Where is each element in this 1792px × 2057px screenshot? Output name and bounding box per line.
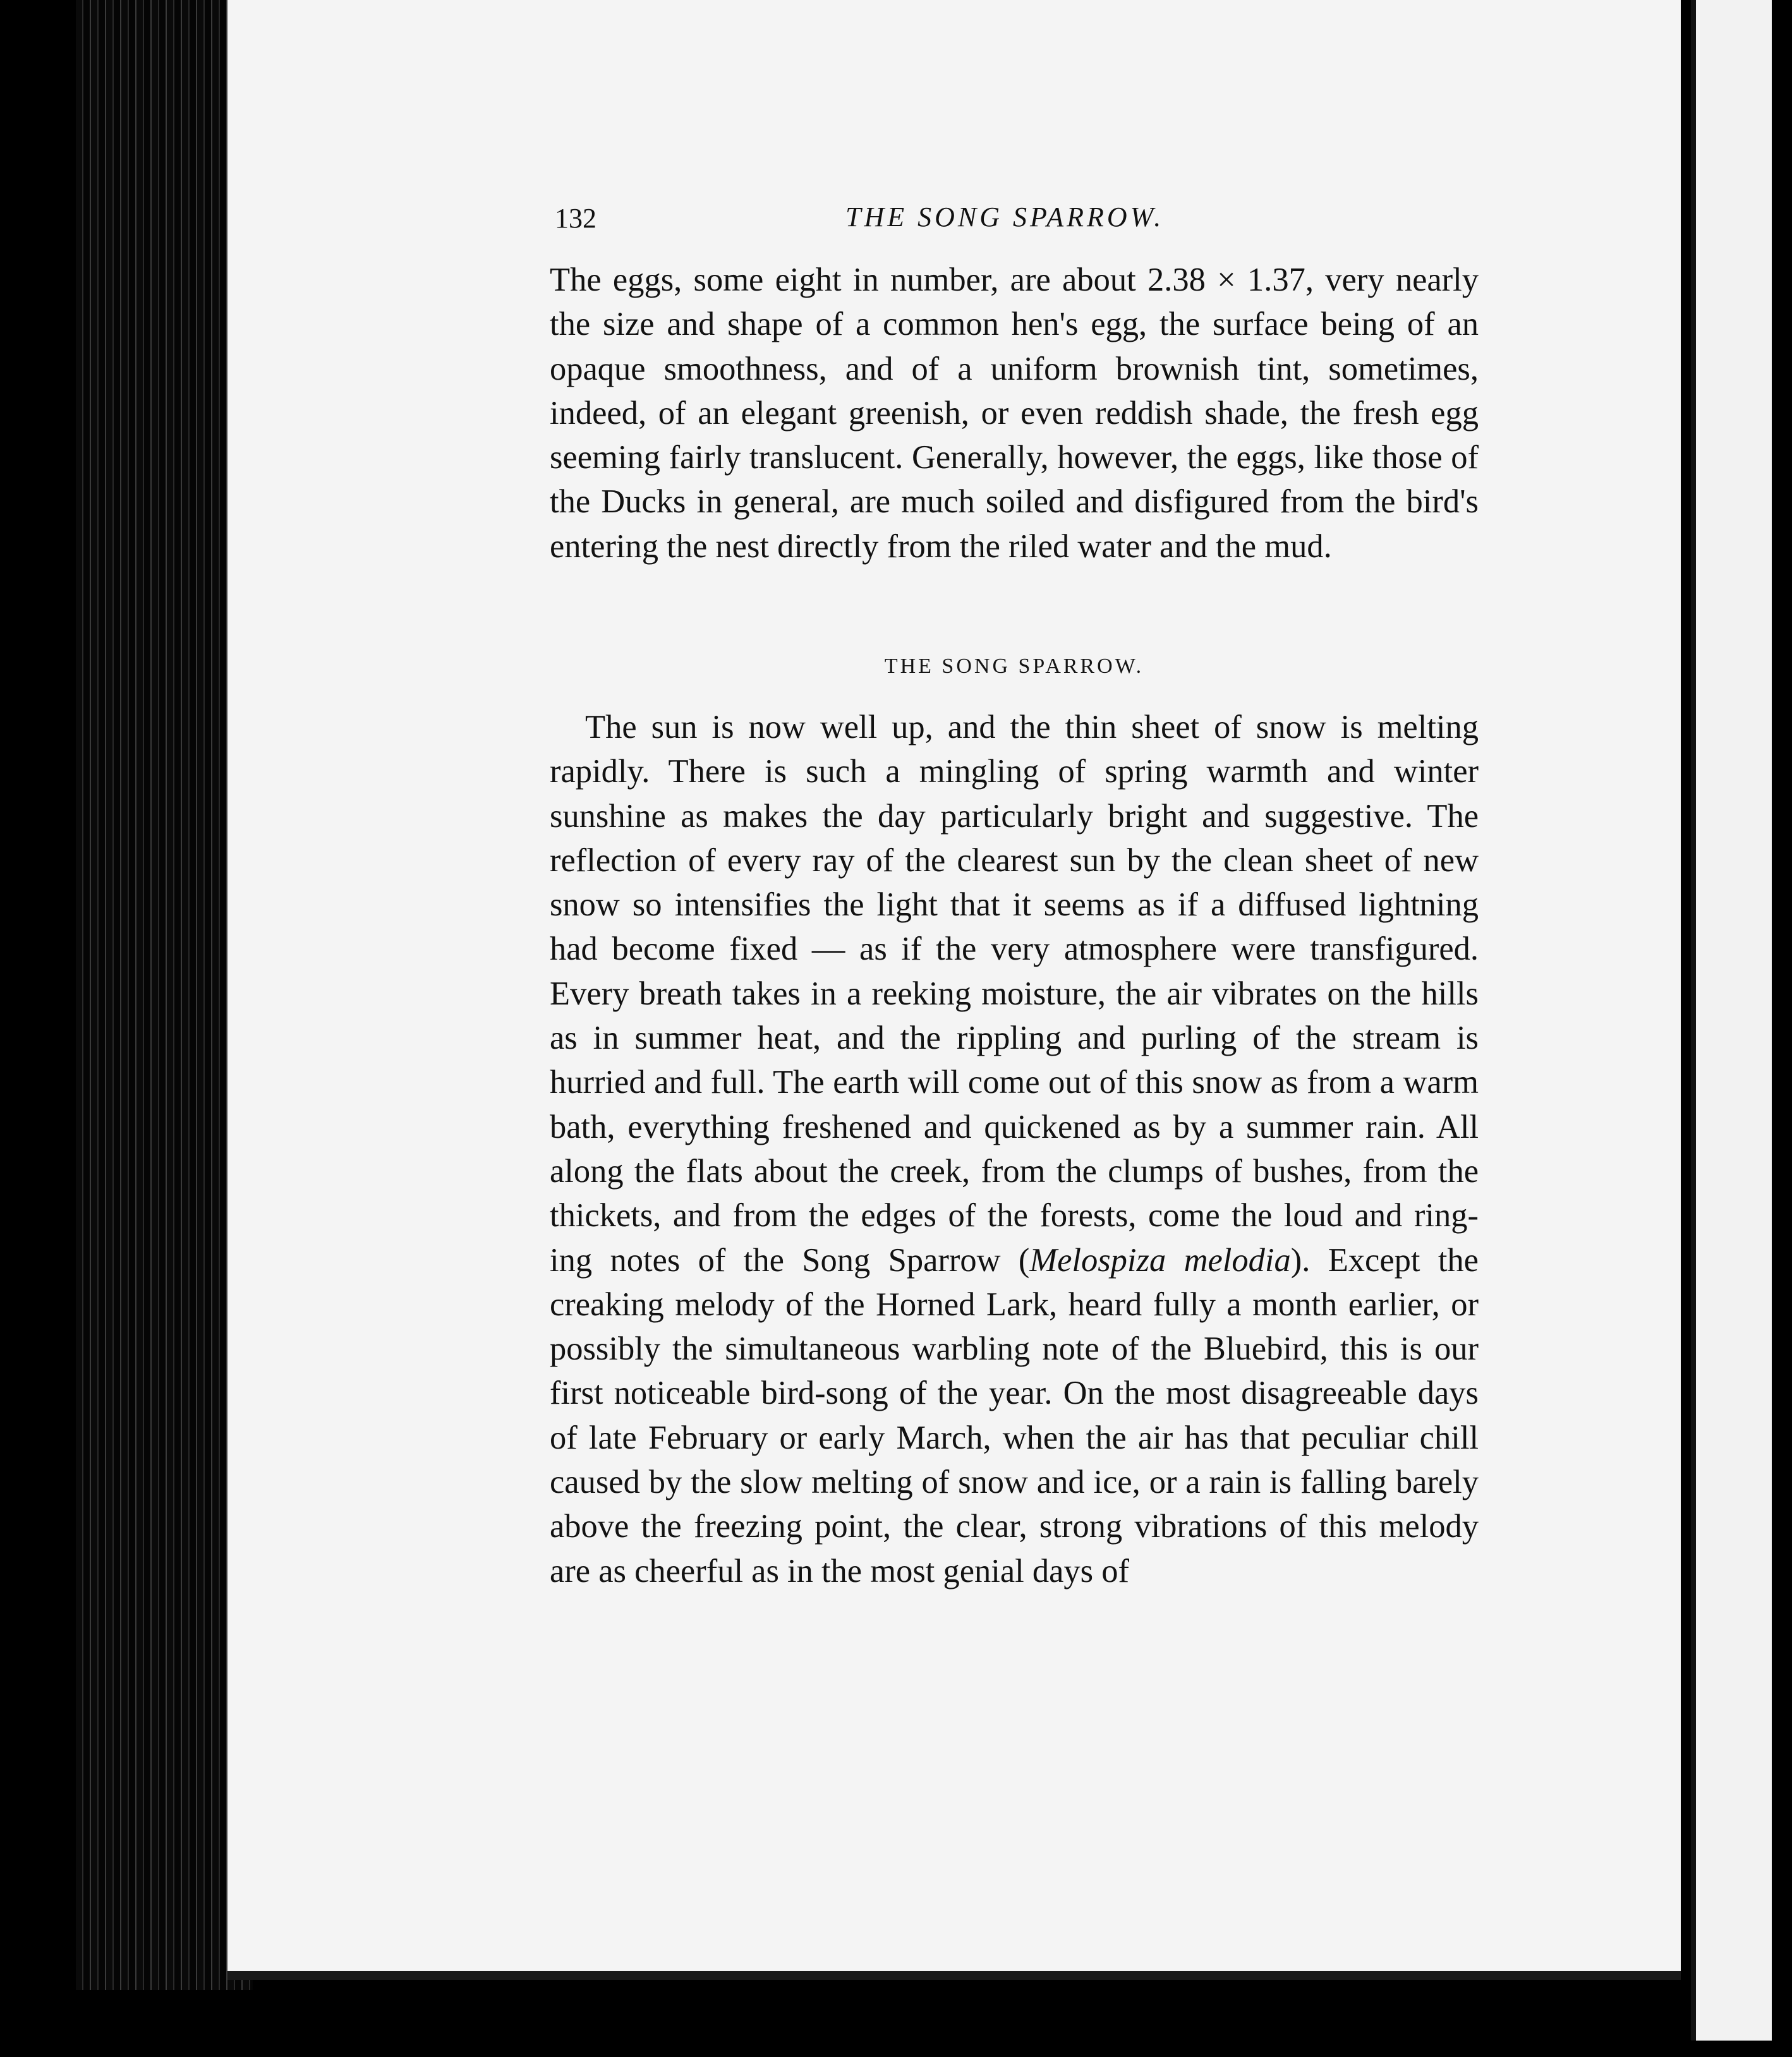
book-page-edges (76, 0, 253, 1990)
section-heading: THE SONG SPARROW. (884, 654, 1144, 678)
page-number: 132 (555, 203, 596, 234)
species-name: Melospiza melodia (1029, 1241, 1291, 1279)
paragraph-text-part-a: The sun is now well up, and the thin sheet of snow is melting rapidly. There is such a mingling of spring warmth and winter sunshine as makes the day particularly bright and suggestive. The reflection of every ray of the clearest sun by the clean sheet of new snow so intensifies the light that it seems as if a diffused lightning had become fixed — as if the very atmosphere were transfigured. Every breath takes in a reeking moisture, the air vibrates on the hills as in summer heat, and the rippling and purling of the stream is hurried and full. The earth will come out of this snow as from a warm bath, everything freshened and quickened as by a summer rain. All along the flats about the creek, from the clumps of bushes, from the thickets, and from the edges of the forests, come the loud and ring-ing notes of the Song Sparrow ( (550, 709, 1479, 1279)
paragraph-eggs: The eggs, some eight in number, are about 2.38 × 1.37, very nearly the size and shape of a common hen's egg, the surface being of an opaque smoothness, and of a uniform brownish tint, sometimes, indeed, of an elegant greenish, or even reddish shade, the fresh egg seeming fairly translucent. Generally, however, the eggs, like those of the Ducks in general, are much soiled and disfigured from the bird's entering the nest directly from the riled water and the mud. (550, 262, 1479, 565)
facing-page-edge (1691, 0, 1772, 2041)
paragraph-text-part-b: ). Except the creaking melody of the Horned Lark, heard fully a month earlier, or possibly the simultaneous warbling note of the Bluebird, this is our first noticeable bird-song of the year. On the most disagreeable days of late February or early March, when the air has that peculiar chill caused by the slow melting of snow and ice, or a rain is falling barely above the freezing point, the clear, strong vibrations of this melody are as cheerful as in the most genial days of (550, 1241, 1479, 1590)
running-title: THE SONG SPARROW. (845, 202, 1165, 232)
paragraph-song-sparrow (550, 705, 1479, 1593)
page-header (555, 190, 1477, 253)
